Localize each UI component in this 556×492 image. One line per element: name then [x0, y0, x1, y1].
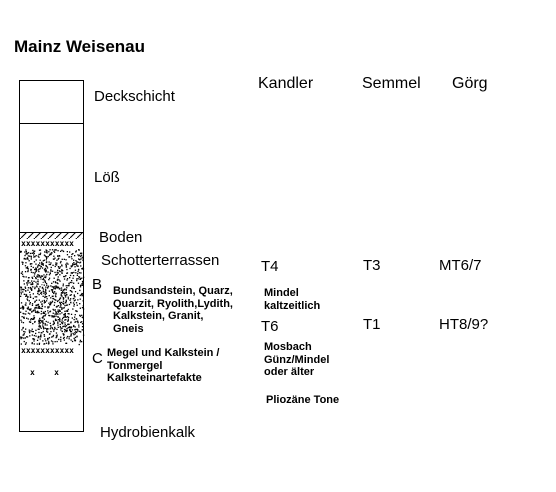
note-mosbach: Mosbach Günz/Mindel oder älter — [264, 341, 330, 378]
x-line-top: xxxxxxxxxxx — [21, 239, 74, 248]
goerg-lower: HT8/9? — [439, 316, 489, 333]
gravel-stipple — [20, 249, 84, 345]
goerg-upper: MT6/7 — [439, 257, 482, 274]
marker-c: C — [92, 350, 103, 367]
layer-boden: Boden — [99, 229, 143, 246]
layer-schotterterrassen: Schotterterrassen — [101, 252, 220, 269]
kandler-lower: T6 — [261, 318, 279, 335]
marker-b: B — [92, 276, 103, 293]
layer-hydrobienkalk: Hydrobienkalk — [100, 424, 196, 441]
note-mindel: Mindel kaltzeitlich — [264, 287, 321, 312]
note-b-description: Bundsandstein, Quarz, Quarzit, Ryolith,Lydith, Kalkstein, Granit, Gneis — [113, 285, 233, 335]
column-header-kandler: Kandler — [258, 75, 314, 92]
layer-loess: Löß — [94, 169, 120, 186]
kandler-upper: T4 — [261, 258, 279, 275]
layer-deckschicht: Deckschicht — [94, 88, 175, 105]
column-header-goerg: Görg — [452, 75, 488, 92]
note-c-description: Megel und Kalkstein / Tonmergel Kalksteinartefakte — [107, 347, 220, 384]
x-line-bottom: xxxxxxxxxxx — [21, 346, 74, 355]
note-pliozaene-tone: Pliozäne Tone — [266, 394, 340, 406]
x-pair: x x — [30, 368, 59, 377]
page-title: Mainz Weisenau — [14, 37, 145, 56]
b-inner-label: B — [38, 278, 45, 288]
column-header-semmel: Semmel — [362, 75, 421, 92]
semmel-upper: T3 — [363, 257, 381, 274]
semmel-lower: T1 — [363, 316, 381, 333]
